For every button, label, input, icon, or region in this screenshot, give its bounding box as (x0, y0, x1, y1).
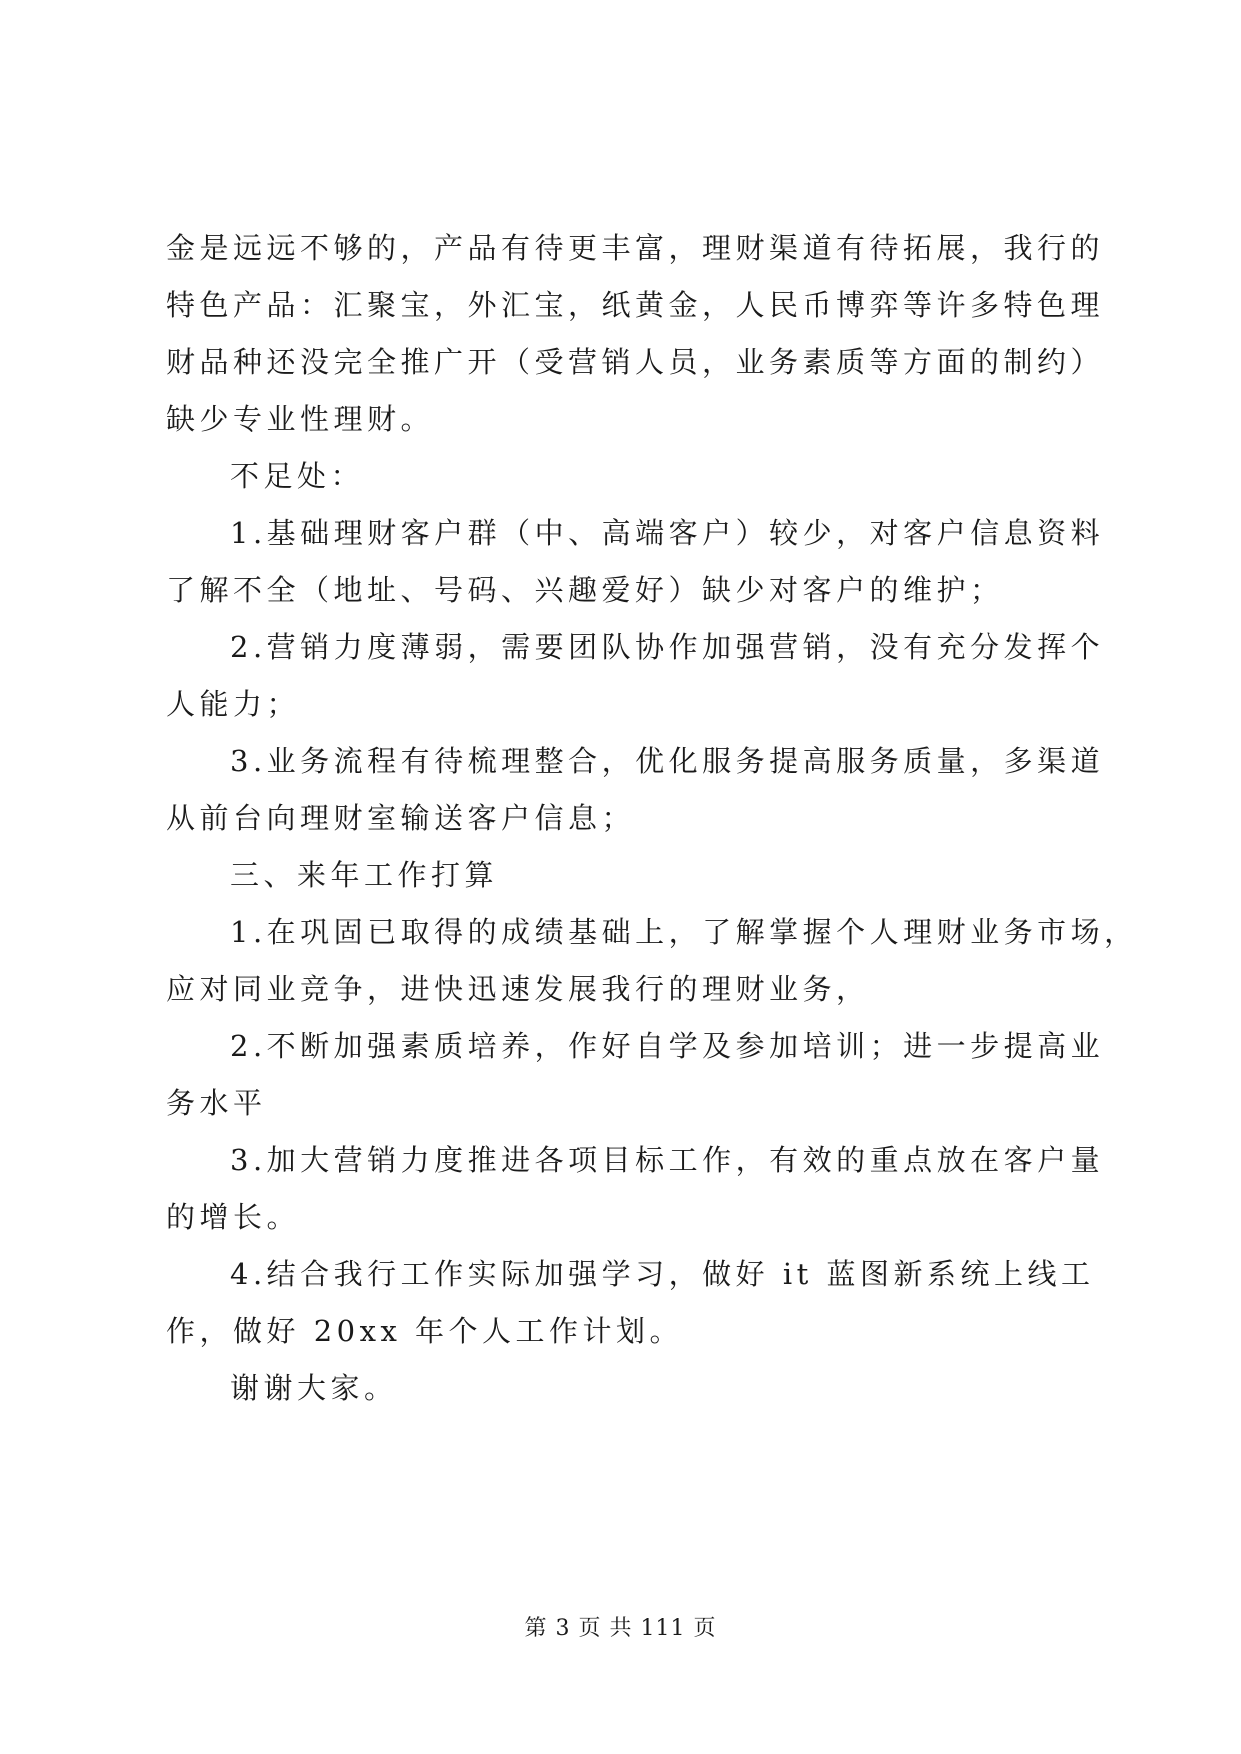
text-line: 的增长。 (166, 1200, 301, 1234)
list-item: 2.营销力度薄弱，需要团队协作加强营销，没有充分发挥个 (230, 630, 1105, 664)
list-item: 4.结合我行工作实际加强学习，做好 it 蓝图新系统上线工 (230, 1257, 1095, 1291)
text-line: 财品种还没完全推广开（受营销人员，业务素质等方面的制约） (166, 345, 1105, 379)
page-number-footer: 第 3 页 共 111 页 (524, 1616, 717, 1641)
text-line: 应对同业竞争，进快迅速发展我行的理财业务， (166, 972, 870, 1006)
closing-line: 谢谢大家。 (230, 1371, 398, 1405)
section-heading: 三、来年工作打算 (230, 858, 499, 892)
text-line: 务水平 (166, 1086, 267, 1120)
text-line: 金是远远不够的，产品有待更丰富，理财渠道有待拓展，我行的 (166, 231, 1105, 265)
list-item: 1.基础理财客户群（中、高端客户）较少，对客户信息资料 (230, 516, 1105, 550)
text-line: 特色产品：汇聚宝，外汇宝，纸黄金，人民币博弈等许多特色理 (166, 288, 1105, 322)
text-line: 缺少专业性理财。 (166, 402, 435, 436)
section-heading: 不足处： (230, 459, 365, 493)
list-item: 3.加大营销力度推进各项目标工作，有效的重点放在客户量 (230, 1143, 1105, 1177)
list-item: 1.在巩固已取得的成绩基础上，了解掌握个人理财业务市场， (230, 915, 1138, 949)
text-line: 人能力； (166, 687, 301, 721)
list-item: 3.业务流程有待梳理整合，优化服务提高服务质量，多渠道 (230, 744, 1105, 778)
text-line: 从前台向理财室输送客户信息； (166, 801, 636, 835)
text-line: 作，做好 20xx 年个人工作计划。 (166, 1314, 684, 1348)
text-line: 了解不全（地址、号码、兴趣爱好）缺少对客户的维护； (166, 573, 1004, 607)
list-item: 2.不断加强素质培养，作好自学及参加培训；进一步提高业 (230, 1029, 1105, 1063)
